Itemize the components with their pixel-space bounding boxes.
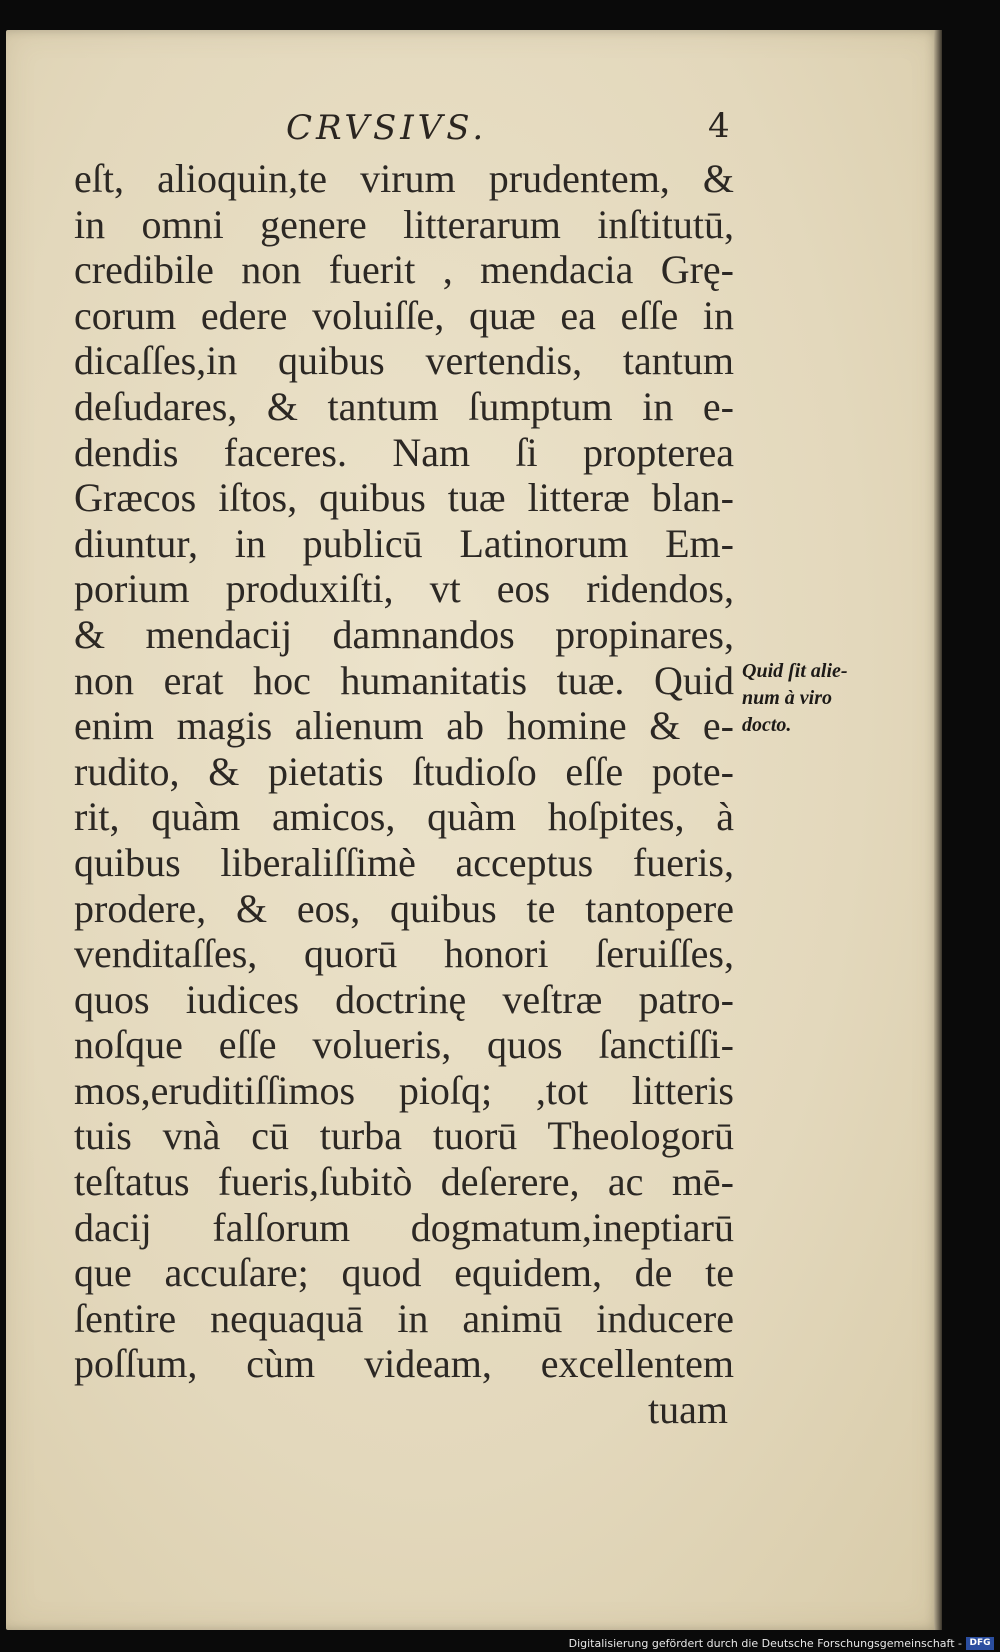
text-line: in omni genere litterarum inſtitutū, — [74, 201, 734, 247]
text-line: tuis vnà cū turba tuorū Theologorū — [74, 1113, 734, 1159]
text-line: Græcos iſtos, quibus tuæ litteræ blan- — [74, 475, 734, 521]
marginal-note-line: docto. — [742, 714, 792, 736]
text-line: dendis faceres. Nam ſi propterea — [74, 429, 734, 475]
text-line: mos,eruditiſſimos pioſq; ,tot litteris — [74, 1067, 734, 1113]
text-line: venditaſſes, quorū honori ſeruiſſes, — [74, 931, 734, 977]
text-line: que accuſare; quod equidem, de te — [74, 1250, 734, 1296]
text-line: & mendacij damnandos propinares, — [74, 611, 734, 657]
catchword: tuam — [648, 1387, 728, 1433]
text-line: ſentire nequaquā in animū inducere — [74, 1295, 734, 1341]
text-line: rit, quàm amicos, quàm hoſpites, à — [74, 794, 734, 840]
funding-credit: Digitalisierung gefördert durch die Deutsche Forschungsgemeinschaft - — [568, 1637, 962, 1650]
text-line: dicaſſes,in quibus vertendis, tantum — [74, 338, 734, 384]
text-line: eſt, alioquin,te virum prudentem, & — [74, 156, 734, 201]
text-line: diuntur, in publicū Latinorum Em- — [74, 520, 734, 566]
text-line: enim magis alienum ab homine & e- — [74, 703, 734, 749]
text-line: non erat hoc humanitatis tuæ. Quid — [74, 657, 734, 703]
running-head: CRVSIVS. — [286, 108, 488, 148]
text-line: teſtatus fueris,ſubitò deſerere, ac mē- — [74, 1159, 734, 1205]
marginal-note-line: Quid ſit alie- — [742, 660, 848, 682]
page-edge — [934, 30, 942, 1630]
page-number: 4 — [708, 106, 730, 146]
marginal-note-line: num à viro — [742, 687, 833, 709]
text-line: prodere, & eos, quibus te tantopere — [74, 885, 734, 931]
text-line: poſſum, cùm videam, excellentem — [74, 1341, 734, 1387]
text-line: noſque eſſe volueris, quos ſanctiſſi- — [74, 1022, 734, 1068]
marginal-note — [742, 658, 892, 739]
text-line: deſudares, & tantum ſumptum in e- — [74, 383, 734, 429]
dfg-logo: DFG — [966, 1637, 994, 1650]
text-line: rudito, & pietatis ſtudioſo eſſe pote- — [74, 748, 734, 794]
text-line: porium produxiſti, vt eos ridendos, — [74, 566, 734, 612]
text-line: dacij falſorum dogmatum,ineptiarū — [74, 1204, 734, 1250]
text-line: quos iudices doctrinę veſtræ patro- — [74, 976, 734, 1022]
text-line: quibus liberaliſſimè acceptus fueris, — [74, 839, 734, 885]
body-text — [74, 156, 734, 1433]
text-line: credibile non fuerit , mendacia Grę- — [74, 247, 734, 293]
text-line: corum edere voluiſſe, quæ ea eſſe in — [74, 292, 734, 338]
